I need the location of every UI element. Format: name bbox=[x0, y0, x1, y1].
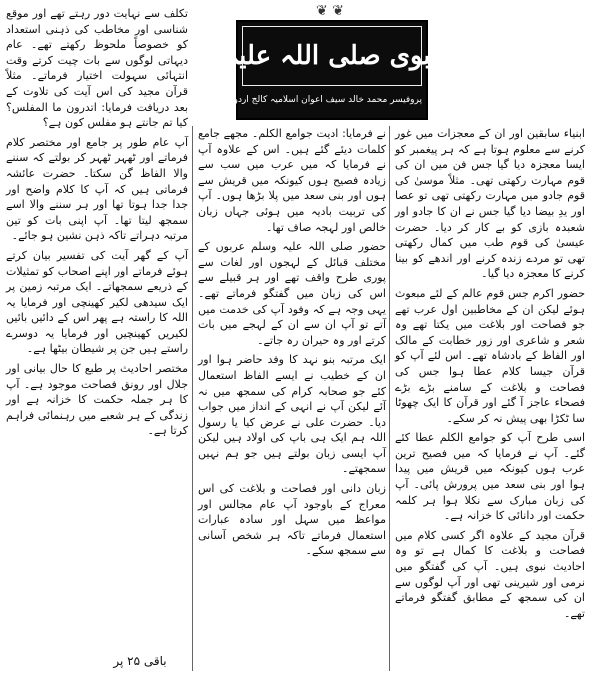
column-right bbox=[395, 126, 585, 671]
column-divider bbox=[389, 126, 390, 671]
paragraph: زبان دانی اور فصاحت و بلاغت کی اس معراج کے باوجود آپ عام مجالس اور مواعظ میں سہل اور سادہ عبارات استعمال فرماتے تاکہ ہر شخص آسانی سے سمجھ سکے۔ bbox=[198, 482, 386, 558]
column-divider bbox=[192, 126, 193, 671]
title-ornament: ❦ ❦ bbox=[316, 3, 344, 19]
paragraph: ابنیاء سابقین اور ان کے معجزات میں غور کرنے سے معلوم ہوتا ہے کہ ہر پیغمبر کو ایسا معجزہ دیا گیا جس فن میں ان کی قوم مہارت رکھتی تھی۔ مثلاً موسیٰ کی قوم جادو میں مہارت رکھتی تھی تو عصا اور یدِ بیضا دیا گیا جس نے ان کا جادو اور شعبدہ بازی کو بے کار کر دیا۔ حضرت عیسیٰ کی قوم طب میں کمال رکھتی تھی تو مردے زندہ کرنے اور اندھے کو بینا کرنے کا معجزہ دیا گیا۔ bbox=[395, 127, 585, 281]
paragraph: قرآن مجید کے علاوہ اگر کسی کلام میں فصاحت و بلاغت کا کمال ہے تو وہ احادیث نبوی ہیں۔ آپ کی گفتگو میں نرمی اور شیرینی تھی اور آپ لوگوں سے ان کی سمجھ کے مطابق گفتگو فرماتے تھے۔ bbox=[395, 528, 585, 620]
paragraph: آپ عام طور پر جامع اور مختصر کلام فرماتے اور ٹھہر ٹھہر کر بولتے کہ سننے والا الفاظ گن سکتا۔ حضرت عائشہ فرماتی ہیں کہ آپ کا کلام واضح اور جدا جدا ہوتا تھا اور ہر سننے والا اسے سمجھ لیتا تھا۔ آپ اپنی بات کو تین مرتبہ دہراتے تاکہ ذہن نشین ہو جائے۔ bbox=[6, 135, 188, 243]
column-left bbox=[6, 6, 188, 651]
paragraph: حضور اکرم جس قوم عالم کے لئے مبعوث ہوئے لیکن ان کے مخاطبین اول عرب تھے جو فصاحت اور بلاغت میں یکتا تھے وہ شعر و شاعری اور زور خطابت کے مالک اور الفاظ کے بادشاہ تھے۔ اس لئے آپ کو قرآن جیسا کلام عطا ہوا جس کی فصاحت و بلاغت کے سامنے بڑے بڑے فصحاء عاجز آ گئے اور قرآن کا ایک چھوٹا سا ٹکڑا بھی پیش نہ کر سکے۔ bbox=[395, 286, 585, 425]
column-middle bbox=[198, 126, 386, 671]
article-title: بلاغتِ نبوی صلی اللہ علیہ وسلم bbox=[154, 41, 510, 71]
title-box bbox=[154, 20, 510, 120]
title-frame bbox=[154, 26, 510, 86]
continued-on-page: باقی ۲۵ پر bbox=[113, 654, 167, 668]
paragraph: مختصر احادیث پر طبع کا حال بیانی اور جلال اور رونق فصاحت موجود ہے۔ آپ کا ہر جملہ حکمت کا خزانہ ہے اور زندگی کے ہر شعبے میں رہنمائی فراہم کرتا ہے۔ bbox=[6, 362, 188, 438]
paragraph: ایک مرتبہ بنو نہد کا وفد حاضر ہوا اور ان کے خطیب نے ایسے الفاظ استعمال کئے جو صحابہ کرام کی سمجھ میں نہ آئے لیکن آپ نے انہی کے انداز میں جواب دیا۔ حضرت علی نے عرض کیا یا رسول اللہ ہم ایک ہی باپ کی اولاد ہیں لیکن آپ ایسی زبان بولتے ہیں جو ہم نہیں سمجھتے۔ bbox=[198, 353, 386, 476]
paragraph: تکلف سے نہایت دور رہتے تھے اور موقع شناسی اور مخاطب کی ذہنی استعداد کو خصوصاً ملحوظ رکھتے تھے۔ عام دیہاتی لوگوں سے بات چیت کرتے وقت انتہائی سہولت اختیار فرماتے۔ مثلاً قرآن مجید کی اس آیت کی تلاوت کے بعد دریافت فرمایا: اتدرون ما المفلس؟ کیا تم جانتے ہو مفلس کون ہے؟ bbox=[6, 7, 188, 130]
paragraph: آپ کے گھر آیت کی تفسیر بیان کرتے ہوئے فرماتے اور اپنے اصحاب کو تمثیلات کے ذریعے سمجھاتے۔ ایک مرتبہ زمین پر ایک سیدھی لکیر کھینچی اور فرمایا یہ اللہ کا راستہ ہے پھر اس کے دائیں بائیں لکیریں کھینچیں اور فرمایا یہ دوسرے راستے ہیں جن پر شیطان بیٹھا ہے۔ bbox=[6, 248, 188, 356]
author-byline: پروفیسر محمد خالد سیف اعوان اسلامیہ کالج اردو بازار bbox=[214, 95, 422, 105]
paragraph: حضور صلی اللہ علیہ وسلم عربوں کے مختلف قبائل کے لہجوں اور لغات سے پوری طرح واقف تھے اور ہر قبیلے سے اس کی زبان میں گفتگو فرماتے تھے۔ یہی وجہ ہے کہ وفود آپ کی خدمت میں آتے تو آپ ان سے ان کے لہجے میں بات کرتے اور وہ حیران رہ جاتے۔ bbox=[198, 240, 386, 347]
paragraph: نے فرمایا: ادیت جوامع الکلم۔ مجھے جامع کلمات دیئے گئے ہیں۔ اس کے علاوہ آپ نے فرمایا کہ میں عرب میں سب سے زیادہ فصیح ہوں کیونکہ میں قریش سے ہوں اور بنی سعد میں پلا بڑھا ہوں۔ آپ کی تربیت بادیہ میں ہوئی جہاں زبان خالص اور لہجہ صاف تھا۔ bbox=[198, 127, 386, 234]
paragraph: اسی طرح آپ کو جوامع الکلم عطا کئے گئے۔ آپ نے فرمایا کہ میں فصیح ترین عرب ہوں کیونکہ میں قریش میں پیدا ہوا اور بنی سعد میں پرورش پائی۔ آپ کی زبان مبارک سے نکلا ہوا ہر کلمہ حکمت اور دانائی کا خزانہ ہے۔ bbox=[395, 431, 585, 523]
